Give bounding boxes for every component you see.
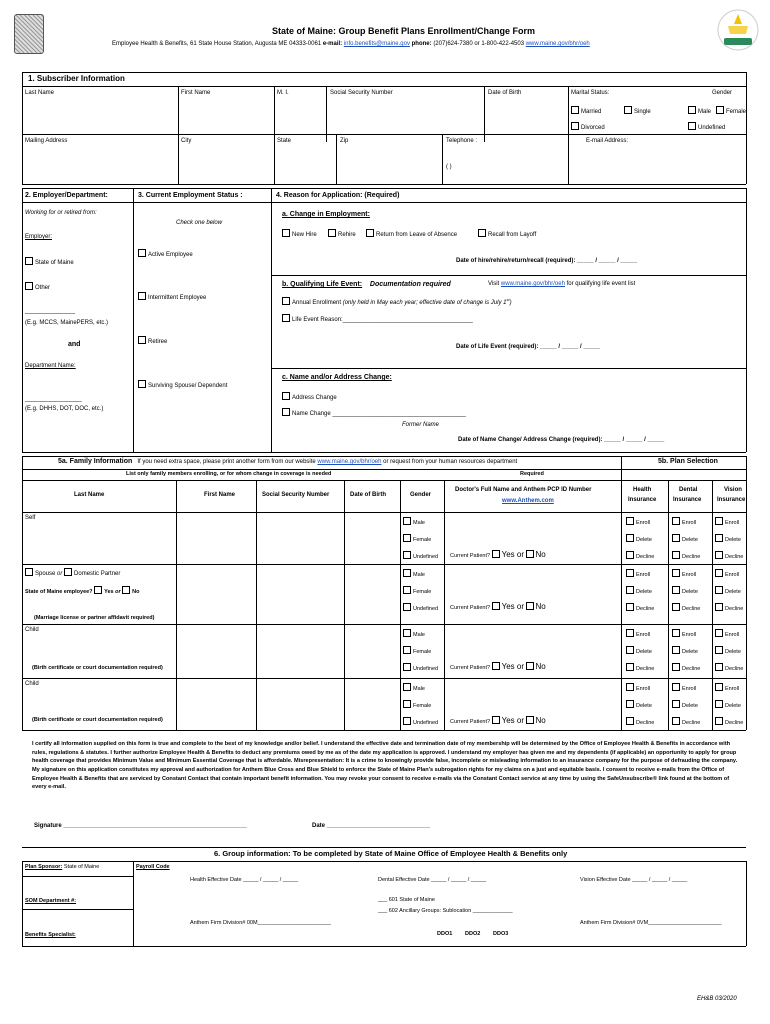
female-option[interactable]: Female bbox=[716, 106, 746, 116]
header-phone-label: phone: bbox=[411, 41, 432, 47]
row1-gender-undefined[interactable]: Undefined bbox=[403, 551, 438, 560]
row2-gender-female[interactable]: Female bbox=[403, 586, 431, 595]
family-info-heading: 5a. Family Information bbox=[58, 458, 133, 465]
eg-mccs-note: (E.g. MCCS, MainePERS, etc.) bbox=[25, 320, 109, 326]
row3-health-delete-checkbox[interactable] bbox=[626, 646, 634, 654]
row4-health-decline-checkbox[interactable] bbox=[626, 717, 634, 725]
state-of-maine-checkbox[interactable] bbox=[25, 257, 33, 265]
row3-dental-delete-checkbox[interactable] bbox=[672, 646, 680, 654]
row4-vision-enroll[interactable]: Enroll bbox=[715, 683, 739, 692]
row4-health-delete[interactable]: Delete bbox=[626, 700, 652, 709]
birth-note-4: (Birth certificate or court documentation required) bbox=[32, 717, 163, 723]
section6-heading: 6. Group information: To be completed by State of Maine Office of Employee Health & Benefits only bbox=[214, 849, 568, 858]
male-option[interactable]: Male bbox=[688, 106, 711, 116]
row4-gender-undefined[interactable]: Undefined bbox=[403, 717, 438, 726]
name-address-change-heading: c. Name and/or Address Change: bbox=[282, 374, 392, 381]
row4-dental-enroll[interactable]: Enroll bbox=[672, 683, 696, 692]
first-name-label: First Name bbox=[181, 90, 211, 96]
name-change-checkbox[interactable] bbox=[282, 408, 290, 416]
row2-bottom-rule bbox=[22, 624, 746, 625]
row2-dental-decline[interactable]: Decline bbox=[672, 603, 700, 612]
row4-gender-male-checkbox[interactable] bbox=[403, 683, 411, 691]
row1-dental-delete[interactable]: Delete bbox=[672, 534, 698, 543]
row2-patient-no-checkbox[interactable] bbox=[526, 602, 534, 610]
row4-dental-delete[interactable]: Delete bbox=[672, 700, 698, 709]
row1-health-delete-checkbox[interactable] bbox=[626, 534, 634, 542]
row3-patient-no-checkbox[interactable] bbox=[526, 662, 534, 670]
row1-vision-delete[interactable]: Delete bbox=[715, 534, 741, 543]
row3-gender-undefined[interactable]: Undefined bbox=[403, 663, 438, 672]
employer-label: Employer: bbox=[25, 234, 53, 240]
row4-vision-enroll-checkbox[interactable] bbox=[715, 683, 723, 691]
row3-gender-male[interactable]: Male bbox=[403, 629, 425, 638]
zip-label: Zip bbox=[340, 138, 349, 144]
last-name-label: Last Name bbox=[25, 90, 55, 96]
spouse-checkbox[interactable] bbox=[25, 568, 33, 576]
row3-vision-delete[interactable]: Delete bbox=[715, 646, 741, 655]
section1-top-rule bbox=[22, 72, 746, 73]
and-label: and bbox=[68, 341, 81, 348]
row4-dental-enroll-checkbox[interactable] bbox=[672, 683, 680, 691]
section4-heading: 4. Reason for Application: (Required) bbox=[276, 192, 400, 199]
form-title: State of Maine: Group Benefit Plans Enrollment/Change Form bbox=[272, 26, 536, 36]
section1-header-rule bbox=[22, 86, 746, 87]
row3-gender-male-checkbox[interactable] bbox=[403, 629, 411, 637]
som-employee-yes-checkbox[interactable] bbox=[94, 586, 102, 594]
row2-current-patient: Current Patient? Yes or No bbox=[450, 602, 546, 611]
col-gender: Gender bbox=[410, 492, 432, 498]
row2-gender-male-checkbox[interactable] bbox=[403, 569, 411, 577]
row1-health-decline[interactable]: Decline bbox=[626, 551, 654, 560]
col-ssn: Social Security Number bbox=[262, 492, 330, 498]
signature-field[interactable]: Signature _______________________________________________________ bbox=[34, 823, 247, 829]
retiree-checkbox[interactable] bbox=[138, 336, 146, 344]
return-leave-checkbox[interactable] bbox=[366, 229, 374, 237]
birth-note-3: (Birth certificate or court documentation required) bbox=[32, 665, 163, 671]
surviving-spouse-checkbox[interactable] bbox=[138, 380, 146, 388]
header-contact-line bbox=[112, 41, 590, 48]
row4-dental-decline-checkbox[interactable] bbox=[672, 717, 680, 725]
ddo1-label: DDO1 bbox=[437, 931, 453, 937]
row2-dental-decline-checkbox[interactable] bbox=[672, 603, 680, 611]
single-option[interactable]: Single bbox=[624, 106, 651, 116]
spouse-option[interactable]: Spouse or Domestic Partner bbox=[25, 568, 120, 578]
row3-patient-yes-checkbox[interactable] bbox=[492, 662, 500, 670]
row2-health-delete-checkbox[interactable] bbox=[626, 586, 634, 594]
ssn-label: Social Security Number bbox=[330, 90, 393, 96]
col-dental: Dental bbox=[679, 487, 698, 493]
col-vision: Vision bbox=[724, 487, 742, 493]
name-change-date-field[interactable]: Date of Name Change/ Address Change (required): _____ / _____ / _____ bbox=[458, 437, 665, 443]
row2-health-decline-checkbox[interactable] bbox=[626, 603, 634, 611]
email-address-label: E-mail Address: bbox=[586, 138, 629, 144]
address-change-option[interactable]: Address Change bbox=[282, 392, 337, 402]
gender-label: Gender bbox=[712, 90, 733, 96]
som-602-option[interactable]: ___ 602 Ancillary Groups: Sublocation _____________ bbox=[378, 908, 513, 914]
row1-dental-enroll[interactable]: Enroll bbox=[672, 517, 696, 526]
row1-dental-decline[interactable]: Decline bbox=[672, 551, 700, 560]
section1-heading: 1. Subscriber Information bbox=[28, 74, 125, 83]
row2-gender-undefined-checkbox[interactable] bbox=[403, 603, 411, 611]
row2-dental-delete[interactable]: Delete bbox=[672, 586, 698, 595]
family-info-heading-line: 5a. Family Information If you need extra space, please print another form from our website www.maine.gov/bhr/oeh or request from your human resources department bbox=[58, 458, 518, 465]
rehire-option[interactable]: Rehire bbox=[328, 229, 356, 239]
telephone-format: ( ) bbox=[446, 164, 452, 170]
health-effective-date[interactable]: Health Effective Date _____ / _____ / _____ bbox=[190, 877, 299, 883]
row1-vision-enroll[interactable]: Enroll bbox=[715, 517, 739, 526]
visit-link[interactable]: www.maine.gov/bhr/oeh bbox=[500, 281, 565, 287]
row2-vision-delete-checkbox[interactable] bbox=[715, 586, 723, 594]
som-department-label: SOM Department #: bbox=[25, 898, 77, 904]
row4-bottom-rule bbox=[22, 730, 746, 731]
row1-health-enroll-checkbox[interactable] bbox=[626, 517, 634, 525]
row2-gender-male[interactable]: Male bbox=[403, 569, 425, 578]
row2-dental-delete-checkbox[interactable] bbox=[672, 586, 680, 594]
signature-date-field[interactable]: Date _______________________________ bbox=[312, 823, 431, 829]
row4-gender-female-checkbox[interactable] bbox=[403, 700, 411, 708]
family-sub-note: List only family members enrolling, or for whom change in coverage is needed bbox=[126, 471, 332, 477]
row2-dental-enroll-checkbox[interactable] bbox=[672, 569, 680, 577]
return-leave-option[interactable]: Return from Leave of Absence bbox=[366, 229, 457, 239]
row3-bottom-rule bbox=[22, 678, 746, 679]
certification-text: I certify all information supplied on this form is true and complete to the best of my knowledge and/or belief. I understand the effective date and termination date of my membership will be determined by the Office of Employee Health & Benefits in accordance with rules, regulations & statutes. I further authorize Employee Health & Benefits to deduct any premiums owed by me as of the date my application is approved. I understand my employer has given me and my dependents (if applicable) an opportunity to apply for group health coverage that provides Minimum Value and Minimum Essential Coverage that is affordable. Misrepresentation: It is a crime to knowingly provide false, incomplete or misleading information to an insurance company for the purpose of defrauding the company. My signature on this application constitutes my approval and authorization for Anthem Blue Cross and Blue Shield to enforce the State of Maine Plan's subrogation rights for my claims on a just and equitable basis. I consent to receive e-mails from the Office of Employee Health & Benefits that are serviced by Constant Contact that contain important benefit information. You may revoke your consent to receive e-mails via the Constant Contact service at any time by using the SafeUnsubscribe® link found at the bottom of every e-mail. bbox=[32, 741, 738, 791]
anthem-firm-00m[interactable]: Anthem Firm Division# 00M________________________ bbox=[190, 920, 331, 926]
row3-health-decline[interactable]: Decline bbox=[626, 663, 654, 672]
row1-dental-enroll-checkbox[interactable] bbox=[672, 517, 680, 525]
row3-vision-enroll[interactable]: Enroll bbox=[715, 629, 739, 638]
row3-vision-decline-checkbox[interactable] bbox=[715, 663, 723, 671]
annual-enrollment-option[interactable]: Annual Enrollment (only held in May each year; effective date of change is July 1st) bbox=[282, 297, 512, 307]
col-health: Health bbox=[633, 487, 652, 493]
row2-vision-enroll[interactable]: Enroll bbox=[715, 569, 739, 578]
row1-health-delete[interactable]: Delete bbox=[626, 534, 652, 543]
row1-patient-yes-checkbox[interactable] bbox=[492, 550, 500, 558]
other-employer-checkbox[interactable] bbox=[25, 282, 33, 290]
mailing-address-label: Mailing Address bbox=[25, 138, 68, 144]
address-change-checkbox[interactable] bbox=[282, 392, 290, 400]
hire-date-field[interactable]: Date of hire/rehire/return/recall (required): _____ / _____ / _____ bbox=[456, 258, 638, 264]
row4-patient-yes-checkbox[interactable] bbox=[492, 716, 500, 724]
recall-layoff-option[interactable]: Recall from Layoff bbox=[478, 229, 536, 239]
row4-patient-no-checkbox[interactable] bbox=[526, 716, 534, 724]
section3-heading: 3. Current Employment Status : bbox=[138, 192, 243, 199]
row4-vision-decline[interactable]: Decline bbox=[715, 717, 743, 726]
mi-label: M. I. bbox=[277, 90, 289, 96]
section1-bottom-rule bbox=[22, 184, 746, 185]
undefined-option[interactable]: Undefined bbox=[688, 122, 725, 132]
form-code: EH&B 03/2020 bbox=[697, 996, 737, 1002]
city-label: City bbox=[181, 138, 192, 144]
row-child-label-4: Child bbox=[25, 681, 39, 687]
check-one-label: Check one below bbox=[176, 220, 223, 226]
former-name-label: Former Name bbox=[402, 422, 440, 428]
row3-vision-enroll-checkbox[interactable] bbox=[715, 629, 723, 637]
name-change-option[interactable]: Name Change ________________________________________ bbox=[282, 408, 466, 418]
row1-vision-enroll-checkbox[interactable] bbox=[715, 517, 723, 525]
row2-health-decline[interactable]: Decline bbox=[626, 603, 654, 612]
col-health-insurance: Insurance bbox=[628, 497, 657, 503]
row2-gender-undefined[interactable]: Undefined bbox=[403, 603, 438, 612]
intermittent-employee-checkbox[interactable] bbox=[138, 292, 146, 300]
domestic-partner-checkbox[interactable] bbox=[64, 568, 72, 576]
dob-label: Date of Birth bbox=[488, 90, 522, 96]
section2-heading: 2. Employer/Department: bbox=[25, 192, 108, 199]
row3-dental-decline-checkbox[interactable] bbox=[672, 663, 680, 671]
intermittent-employee-option[interactable]: Intermittent Employee bbox=[138, 292, 206, 302]
row1-vision-decline-checkbox[interactable] bbox=[715, 551, 723, 559]
row2-vision-decline-checkbox[interactable] bbox=[715, 603, 723, 611]
undefined-checkbox[interactable] bbox=[688, 122, 696, 130]
row1-vision-decline[interactable]: Decline bbox=[715, 551, 743, 560]
row2-health-enroll[interactable]: Enroll bbox=[626, 569, 650, 578]
row3-health-enroll[interactable]: Enroll bbox=[626, 629, 650, 638]
recall-layoff-checkbox[interactable] bbox=[478, 229, 486, 237]
row1-gender-female-checkbox[interactable] bbox=[403, 534, 411, 542]
anthem-firm-0vm[interactable]: Anthem Firm Division# 0VM________________________ bbox=[580, 920, 722, 926]
row3-gender-undefined-checkbox[interactable] bbox=[403, 663, 411, 671]
row3-current-patient: Current Patient? Yes or No bbox=[450, 662, 546, 671]
row1-patient-no-checkbox[interactable] bbox=[526, 550, 534, 558]
rehire-checkbox[interactable] bbox=[328, 229, 336, 237]
row4-health-decline[interactable]: Decline bbox=[626, 717, 654, 726]
active-employee-option[interactable]: Active Employee bbox=[138, 249, 193, 259]
som-601-option[interactable]: ___ 601 State of Maine bbox=[378, 897, 435, 903]
state-label: State bbox=[277, 138, 292, 144]
row4-gender-undefined-checkbox[interactable] bbox=[403, 717, 411, 725]
row3-dental-delete[interactable]: Delete bbox=[672, 646, 698, 655]
row2-dental-enroll[interactable]: Enroll bbox=[672, 569, 696, 578]
row-self-label: Self bbox=[25, 515, 36, 521]
visit-note: Visit www.maine.gov/bhr/oeh for qualifying life event list bbox=[488, 281, 636, 287]
qualifying-life-event-heading: b. Qualifying Life Event: Documentation required bbox=[282, 281, 451, 288]
row3-dental-decline[interactable]: Decline bbox=[672, 663, 700, 672]
col-pcp-link[interactable]: www.Anthem.com bbox=[502, 498, 554, 504]
row1-gender-male-checkbox[interactable] bbox=[403, 517, 411, 525]
single-checkbox[interactable] bbox=[624, 106, 632, 114]
life-event-reason-option[interactable]: Life Event Reason:_______________________________________ bbox=[282, 314, 473, 324]
annual-enrollment-checkbox[interactable] bbox=[282, 297, 290, 305]
row3-gender-female-checkbox[interactable] bbox=[403, 646, 411, 654]
header-email-label: e-mail: bbox=[322, 41, 343, 47]
male-checkbox[interactable] bbox=[688, 106, 696, 114]
row1-vision-delete-checkbox[interactable] bbox=[715, 534, 723, 542]
row1-health-decline-checkbox[interactable] bbox=[626, 551, 634, 559]
row3-health-enroll-checkbox[interactable] bbox=[626, 629, 634, 637]
header-website-link[interactable]: www.maine.gov/bhr/oeh bbox=[525, 41, 590, 47]
pcp-required-label: Required bbox=[520, 471, 544, 477]
divorced-option[interactable]: Divorced bbox=[571, 122, 605, 132]
row4-gender-female[interactable]: Female bbox=[403, 700, 431, 709]
department-blank[interactable]: _________________ bbox=[25, 396, 82, 402]
col-first-name: First Name bbox=[204, 492, 236, 498]
row4-vision-delete-checkbox[interactable] bbox=[715, 700, 723, 708]
col-vision-insurance: Insurance bbox=[717, 497, 746, 503]
state-seal-icon bbox=[14, 14, 44, 54]
row3-vision-decline[interactable]: Decline bbox=[715, 663, 743, 672]
change-employment-heading: a. Change in Employment: bbox=[282, 211, 370, 218]
life-event-checkbox[interactable] bbox=[282, 314, 290, 322]
row2-vision-decline[interactable]: Decline bbox=[715, 603, 743, 612]
divorced-checkbox[interactable] bbox=[571, 122, 579, 130]
header-address: Employee Health & Benefits, 61 State House Station, Augusta ME 04333-0061 bbox=[112, 41, 322, 47]
telephone-label: Telephone : bbox=[446, 138, 478, 144]
row4-vision-delete[interactable]: Delete bbox=[715, 700, 741, 709]
marital-status-label: Marital Status: bbox=[571, 90, 610, 96]
department-name-label: Department Name: bbox=[25, 363, 76, 369]
row1-dental-decline-checkbox[interactable] bbox=[672, 551, 680, 559]
row4-dental-decline[interactable]: Decline bbox=[672, 717, 700, 726]
new-hire-checkbox[interactable] bbox=[282, 229, 290, 237]
payroll-code-label: Payroll Code bbox=[136, 864, 170, 870]
new-hire-option[interactable]: New Hire bbox=[282, 229, 317, 239]
plan-selection-heading: 5b. Plan Selection bbox=[658, 458, 718, 465]
row2-health-enroll-checkbox[interactable] bbox=[626, 569, 634, 577]
header-email-link[interactable]: info.benefits@maine.gov bbox=[343, 41, 410, 47]
row4-dental-delete-checkbox[interactable] bbox=[672, 700, 680, 708]
row2-patient-yes-checkbox[interactable] bbox=[492, 602, 500, 610]
dental-effective-date[interactable]: Dental Effective Date _____ / _____ / _____ bbox=[378, 877, 487, 883]
row3-gender-female[interactable]: Female bbox=[403, 646, 431, 655]
surviving-spouse-option[interactable]: Surviving Spouse/ Dependent bbox=[138, 380, 227, 390]
row1-bottom-rule bbox=[22, 564, 746, 565]
ddo3-label: DDO3 bbox=[493, 931, 509, 937]
row1-gender-undefined-checkbox[interactable] bbox=[403, 551, 411, 559]
row3-dental-enroll-checkbox[interactable] bbox=[672, 629, 680, 637]
benefits-specialist-label: Benefits Specialist: bbox=[25, 932, 76, 938]
row4-current-patient: Current Patient? Yes or No bbox=[450, 716, 546, 725]
row4-vision-decline-checkbox[interactable] bbox=[715, 717, 723, 725]
other-employer-blank[interactable]: _______________ bbox=[25, 308, 76, 314]
row2-health-delete[interactable]: Delete bbox=[626, 586, 652, 595]
family-info-link[interactable]: www.maine.gov/bhr/oeh bbox=[317, 459, 382, 465]
row2-vision-enroll-checkbox[interactable] bbox=[715, 569, 723, 577]
ddo2-label: DDO2 bbox=[465, 931, 481, 937]
row3-health-decline-checkbox[interactable] bbox=[626, 663, 634, 671]
active-employee-checkbox[interactable] bbox=[138, 249, 146, 257]
married-checkbox[interactable] bbox=[571, 106, 579, 114]
row4-health-enroll[interactable]: Enroll bbox=[626, 683, 650, 692]
som-employee-question: State of Maine employee? Yes or No bbox=[25, 586, 139, 595]
header-phone: (207)624-7380 or 1-800-422-4503 bbox=[433, 41, 525, 47]
plan-sponsor: Plan Sponsor: State of Maine bbox=[25, 864, 100, 870]
col-last-name: Last Name bbox=[74, 492, 105, 498]
row1-gender-male[interactable]: Male bbox=[403, 517, 425, 526]
working-for-label: Working for or retired from: bbox=[25, 210, 97, 216]
row-child-label-3: Child bbox=[25, 627, 39, 633]
eg-dhhs-note: (E.g. DHHS, DOT, DOC, etc.) bbox=[25, 406, 104, 412]
col-pcp: Doctor's Full Name and Anthem PCP ID Number bbox=[455, 487, 592, 493]
col-dental-insurance: Insurance bbox=[673, 497, 702, 503]
state-of-maine-option[interactable]: State of Maine bbox=[25, 257, 74, 267]
som-employee-no-checkbox[interactable] bbox=[122, 586, 130, 594]
row1-gender-female[interactable]: Female bbox=[403, 534, 431, 543]
row4-health-delete-checkbox[interactable] bbox=[626, 700, 634, 708]
row1-health-enroll[interactable]: Enroll bbox=[626, 517, 650, 526]
other-employer-option[interactable]: Other bbox=[25, 282, 50, 292]
row1-dental-delete-checkbox[interactable] bbox=[672, 534, 680, 542]
row4-health-enroll-checkbox[interactable] bbox=[626, 683, 634, 691]
female-checkbox[interactable] bbox=[716, 106, 724, 114]
maine-logo-icon bbox=[716, 8, 760, 52]
col-dob: Date of Birth bbox=[350, 492, 386, 498]
row4-gender-male[interactable]: Male bbox=[403, 683, 425, 692]
marriage-note: (Marriage license or partner affidavit required) bbox=[34, 615, 155, 621]
vision-effective-date[interactable]: Vision Effective Date _____ / _____ / _____ bbox=[580, 877, 688, 883]
row3-health-delete[interactable]: Delete bbox=[626, 646, 652, 655]
row1-current-patient: Current Patient? Yes or No bbox=[450, 550, 546, 559]
row2-vision-delete[interactable]: Delete bbox=[715, 586, 741, 595]
life-event-date-field[interactable]: Date of Life Event (required): _____ / _____ / _____ bbox=[456, 344, 601, 350]
retiree-option[interactable]: Retiree bbox=[138, 336, 167, 346]
row2-gender-female-checkbox[interactable] bbox=[403, 586, 411, 594]
row3-vision-delete-checkbox[interactable] bbox=[715, 646, 723, 654]
row3-dental-enroll[interactable]: Enroll bbox=[672, 629, 696, 638]
married-option[interactable]: Married bbox=[571, 106, 601, 116]
